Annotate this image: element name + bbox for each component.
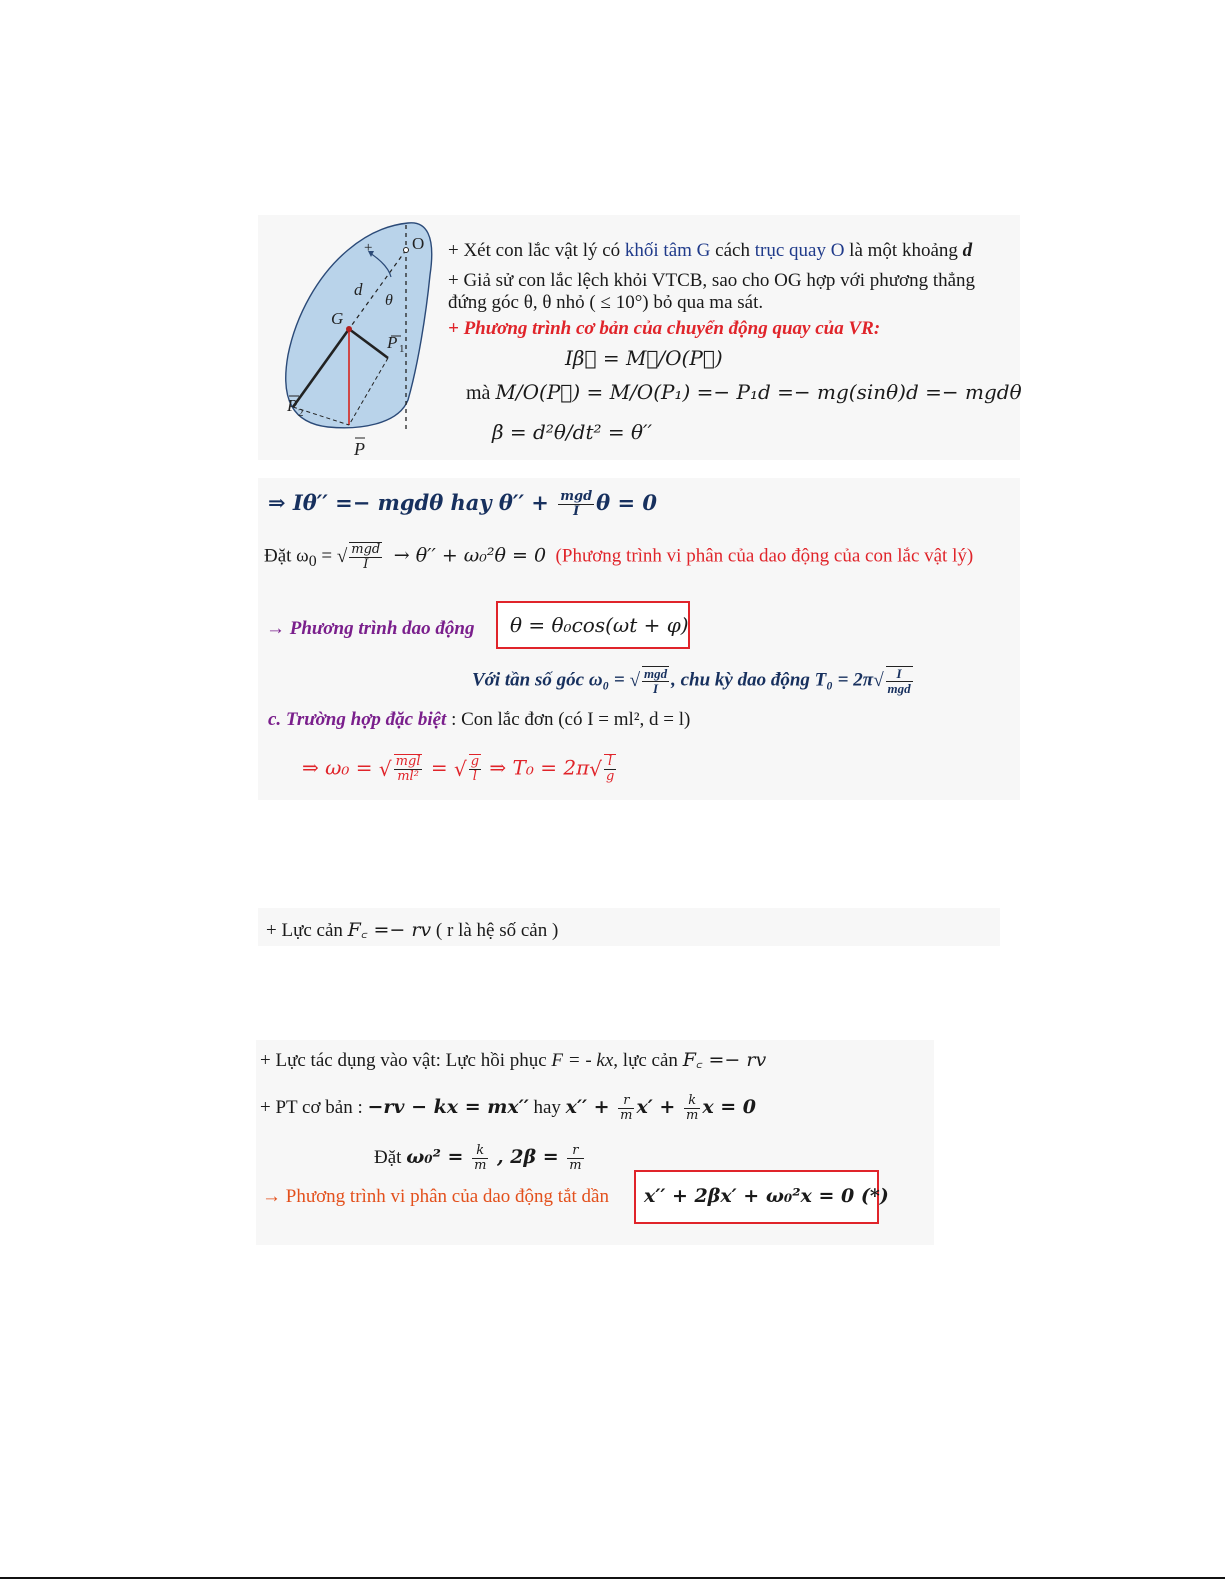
s2-pt-box: θ = θ₀cos(ωt + φ) (496, 601, 690, 649)
s2-eq-main: ⇒ Iθ′′ =− mgdθ hay θ′′ + $\frac{\text{mgd}}{I}$ θ = 0 (268, 489, 657, 519)
label-theta: θ (385, 292, 393, 309)
pendulum-diagram (258, 215, 448, 460)
s4-line3: Đặt ω₀² = $\frac{k}{m}$ , 2β = $\frac{r}{m}$ (374, 1143, 582, 1173)
s2-freq-line: Với tần số góc ω₀ = √ $\frac{\text{mgd}}{I}$ , chu kỳ dao động T₀ = 2π√ $\frac{I}{\text{mgd}}$ (472, 666, 911, 696)
s1-heading: + Phương trình cơ bản của chuyển động quay của VR: (448, 318, 881, 339)
s1-eq1: Iβ⃗ = M⃗/O(P⃗) (565, 346, 723, 370)
s1-eq2: mà M/O(P⃗) = M/O(P₁) =− P₁d =− mg(sinθ)d =− mgdθ (466, 380, 1022, 404)
label-p2: P (287, 396, 298, 415)
label-d: d (354, 280, 363, 299)
center-g-point (346, 326, 352, 332)
label-plus: + (364, 240, 373, 256)
label-o: O (412, 234, 425, 253)
label-p: P (354, 439, 365, 459)
label-g: G (331, 309, 344, 328)
page-bottom-rule (0, 1577, 1225, 1579)
s1-line3: đứng góc θ, θ nhỏ ( ≤ 10°) bỏ qua ma sát. (448, 292, 764, 313)
s4-damped-eq-box: x′′ + 2βx′ + ω₀²x = 0 (*) (634, 1170, 879, 1224)
s4-line2: + PT cơ bản : −rv − kx = mx′′ hay x′′ + $\frac{r}{m}$ x′ + $\frac{k}{m}$ x = 0 (260, 1093, 757, 1123)
s4-line1: + Lực tác dụng vào vật: Lực hồi phục F = - kx, lực cản F꜀ =− rv (260, 1049, 767, 1071)
s2-dat-line: Đặt $\omega_0$ = √ $\frac{\text{mgd}}{I}$ → θ′′ + ω₀²θ = 0 (Phương trình vi phân của dao động của con lắc vật lý) (264, 542, 974, 572)
s2-case-line: c. Trường hợp đặc biệt : Con lắc đơn (có I = ml², d = l) (268, 709, 691, 730)
label-p2-sub: 2 (298, 407, 304, 419)
s2-pt-label: → Phương trình dao động (266, 618, 475, 639)
s1-line1: + Xét con lắc vật lý có khối tâm G cách trục quay O là một khoảng d (448, 240, 973, 261)
s1-line2: + Giả sử con lắc lệch khỏi VTCB, sao cho OG hợp với phương thẳng (448, 270, 976, 291)
pivot-o-point (404, 248, 409, 253)
s4-line4-label: → Phương trình vi phân của dao động tắt dần (262, 1186, 609, 1207)
label-p1: P (387, 333, 398, 352)
label-p1-sub: 1 (399, 343, 405, 355)
rigid-body-shape (286, 223, 432, 428)
s2-frac-mgd-i: $\frac{\text{mgd}}{I}$ (560, 489, 593, 519)
s1-eq3: β = d²θ/dt² = θ′′ (492, 420, 653, 444)
s2-simple-pendulum: ⇒ ω₀ = √ $\frac{\text{mgl}}{\text{ml²}}$ = √ $\frac{g}{l}$ ⇒ T₀ = 2π√ $\frac{l}{g}$ (302, 754, 615, 784)
s3-line: + Lực cản F꜀ =− rv ( r là hệ số cản ) (266, 919, 559, 941)
